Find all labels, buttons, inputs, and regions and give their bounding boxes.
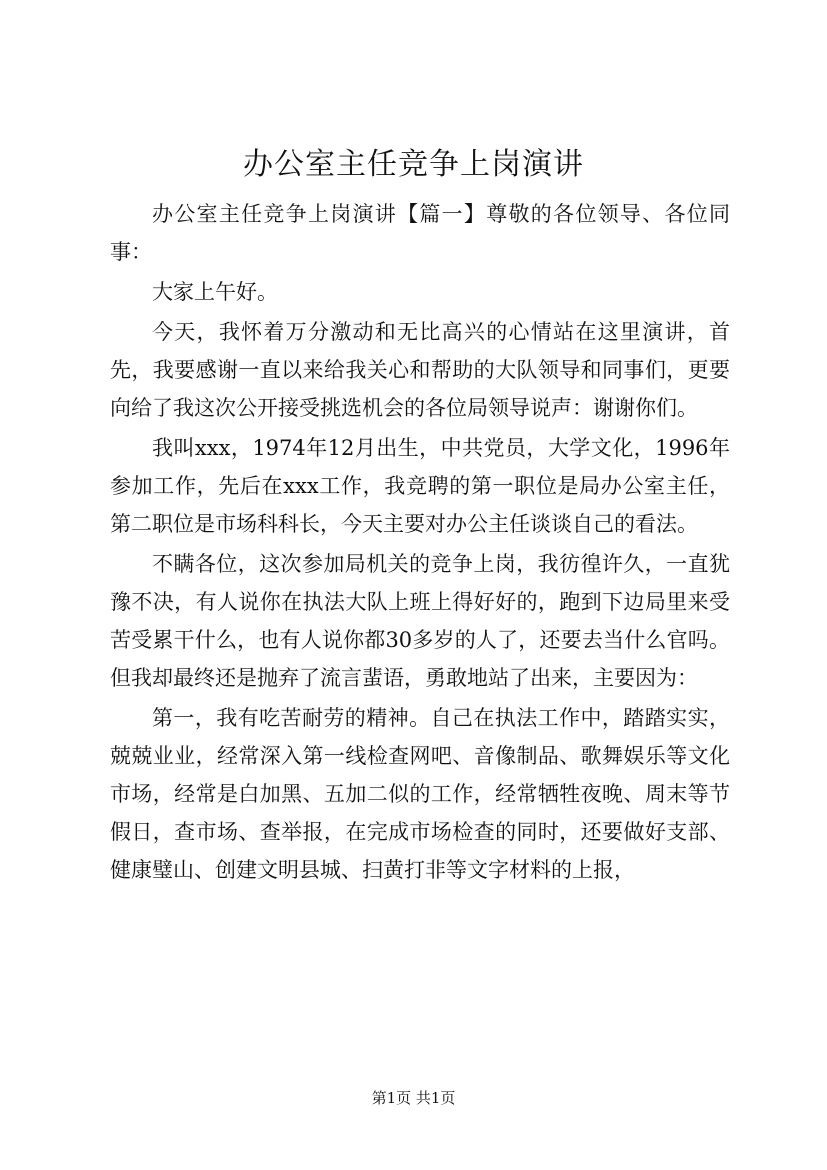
paragraph-1: 办公室主任竞争上岗演讲【篇一】尊敬的各位领导、各位同事： bbox=[110, 202, 730, 264]
document-body bbox=[110, 195, 730, 891]
paragraph-2: 大家上午好。 bbox=[152, 280, 278, 304]
paragraph-6: 第一，我有吃苦耐劳的精神。自己在执法工作中，踏踏实实，兢兢业业，经常深入第一线检查网吧、音像制品、歌舞娱乐等文化市场，经常是白加黑、五加二似的工作，经常牺牲夜晚、周末等节假日，查市场、查举报，在完成市场检查的同时，还要做好支部、健康璧山、创建文明县城、扫黄打非等文字材料的上报， bbox=[110, 706, 730, 882]
paragraph-4: 我叫xxx，1974年12月出生，中共党员，大学文化，1996年参加工作，先后在xxx工作，我竞聘的第一职位是局办公室主任，第二职位是市场科科长，今天主要对办公主任谈谈自己的看法。 bbox=[110, 436, 730, 536]
page-footer: 第1页 共1页 bbox=[371, 1089, 456, 1107]
paragraph-3: 今天，我怀着万分激动和无比高兴的心情站在这里演讲，首先，我要感谢一直以来给我关心和帮助的大队领导和同事们，更要向给了我这次公开接受挑选机会的各位局领导说声：谢谢你们。 bbox=[110, 320, 730, 420]
paragraph-5: 不瞒各位，这次参加局机关的竞争上岗，我彷徨许久，一直犹豫不决，有人说你在执法大队上班上得好好的，跑到下边局里来受苦受累干什么，也有人说你都30多岁的人了，还要去当什么官吗。但我却最终还是抛弃了流言蜚语，勇敢地站了出来，主要因为： bbox=[110, 552, 730, 690]
document-title: 办公室主任竞争上岗演讲 bbox=[243, 147, 584, 182]
